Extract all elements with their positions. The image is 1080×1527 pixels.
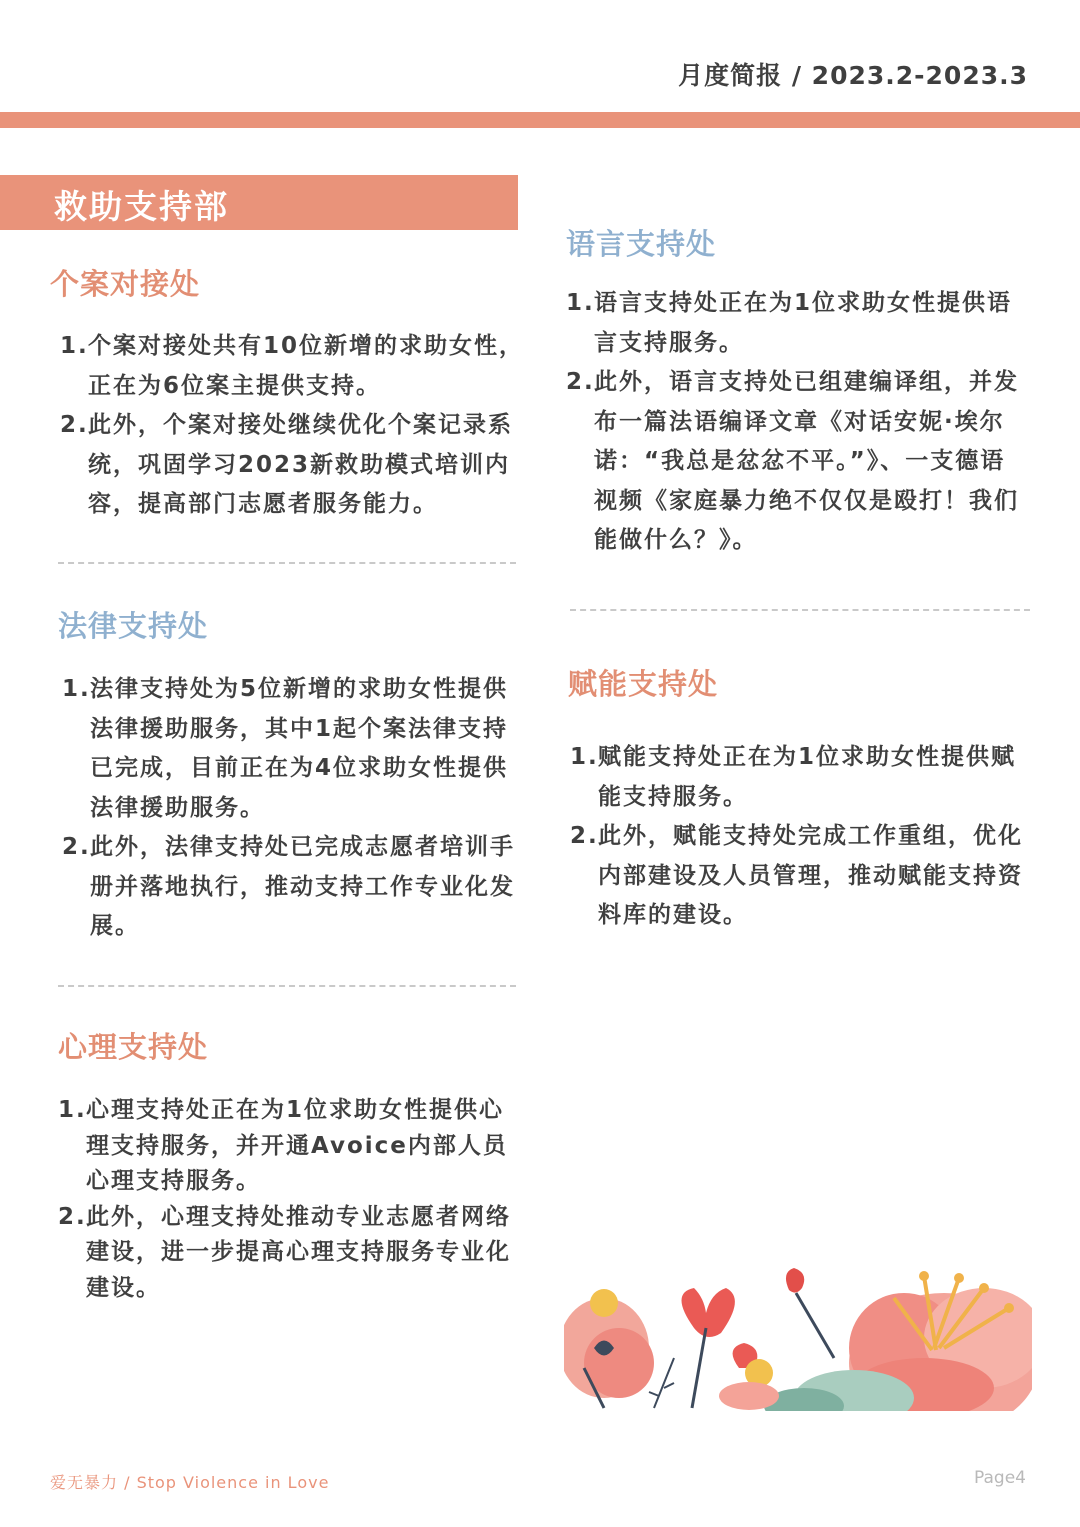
list-item-text: 法律支持处为5位新增的求助女性提供法律援助服务，其中1起个案法律支持已完成，目前正在为4位求助女性提供法律援助服务。 <box>90 676 509 821</box>
legal-list <box>62 670 522 947</box>
list-item-number: 2. <box>62 834 91 860</box>
section-divider <box>570 609 1030 611</box>
section-title-empower: 赋能支持处 <box>568 667 719 701</box>
list-item-text: 此外，赋能支持处完成工作重组，优化内部建设及人员管理，推动赋能支持资料库的建设。 <box>598 823 1023 928</box>
page-number: Page4 <box>974 1468 1026 1488</box>
section-divider <box>58 562 516 564</box>
section-title-case: 个案对接处 <box>50 267 201 301</box>
list-item <box>58 1200 522 1307</box>
list-item <box>570 738 1034 817</box>
list-item-number: 1. <box>58 1097 87 1123</box>
section-title-psych: 心理支持处 <box>58 1030 209 1064</box>
list-item-text: 此外，法律支持处已完成志愿者培训手册并落地执行，推动支持工作专业化发展。 <box>90 834 515 939</box>
list-item-number: 2. <box>566 369 595 395</box>
list-item <box>62 670 522 828</box>
list-item-number: 2. <box>60 412 89 438</box>
section-divider <box>58 985 516 987</box>
list-item <box>60 406 526 525</box>
footer-brand: 爱无暴力 / Stop Violence in Love <box>50 1473 330 1492</box>
list-item-number: 2. <box>570 823 599 849</box>
language-list <box>566 284 1030 561</box>
list-item-text: 语言支持处正在为1位求助女性提供语言支持服务。 <box>594 290 1013 356</box>
list-item-number: 1. <box>566 290 595 316</box>
list-item-text: 心理支持处正在为1位求助女性提供心理支持服务，并开通Avoice内部人员心理支持服务。 <box>86 1097 508 1194</box>
list-item-number: 1. <box>62 676 91 702</box>
section-title-legal: 法律支持处 <box>58 609 209 643</box>
department-banner <box>0 175 518 230</box>
list-item-number: 1. <box>570 744 599 770</box>
list-item <box>566 363 1030 561</box>
list-item <box>566 284 1030 363</box>
list-item <box>62 828 522 947</box>
page-header-title: 月度简报 / 2023.2-2023.3 <box>678 61 1028 90</box>
list-item-text: 此外，个案对接处继续优化个案记录系统，巩固学习2023新救助模式培训内容，提高部门志愿者服务能力。 <box>88 412 513 517</box>
list-item <box>60 327 526 406</box>
empower-list <box>570 738 1034 936</box>
flower-illustration <box>564 1268 1032 1411</box>
top-accent-bar <box>0 112 1080 128</box>
list-item-text: 个案对接处共有10位新增的求助女性，正在为6位案主提供支持。 <box>88 333 525 399</box>
list-item-text: 此外，语言支持处已组建编译组，并发布一篇法语编译文章《对话安妮·埃尔诺：“我总是忿忿不平。”》、一支德语视频《家庭暴力绝不仅仅是殴打！我们能做什么？》。 <box>594 369 1019 553</box>
list-item-text: 赋能支持处正在为1位求助女性提供赋能支持服务。 <box>598 744 1017 810</box>
department-title: 救助支持部 <box>54 187 229 226</box>
section-title-language: 语言支持处 <box>566 227 717 261</box>
list-item <box>570 817 1034 936</box>
list-item-number: 1. <box>60 333 89 359</box>
psych-list <box>58 1093 522 1306</box>
list-item <box>58 1093 522 1200</box>
list-item-text: 此外，心理支持处推动专业志愿者网络建设，进一步提高心理支持服务专业化建设。 <box>86 1203 511 1301</box>
list-item-number: 2. <box>58 1203 87 1230</box>
case-list <box>60 327 526 525</box>
flower-illustration-icon <box>564 1268 1032 1411</box>
